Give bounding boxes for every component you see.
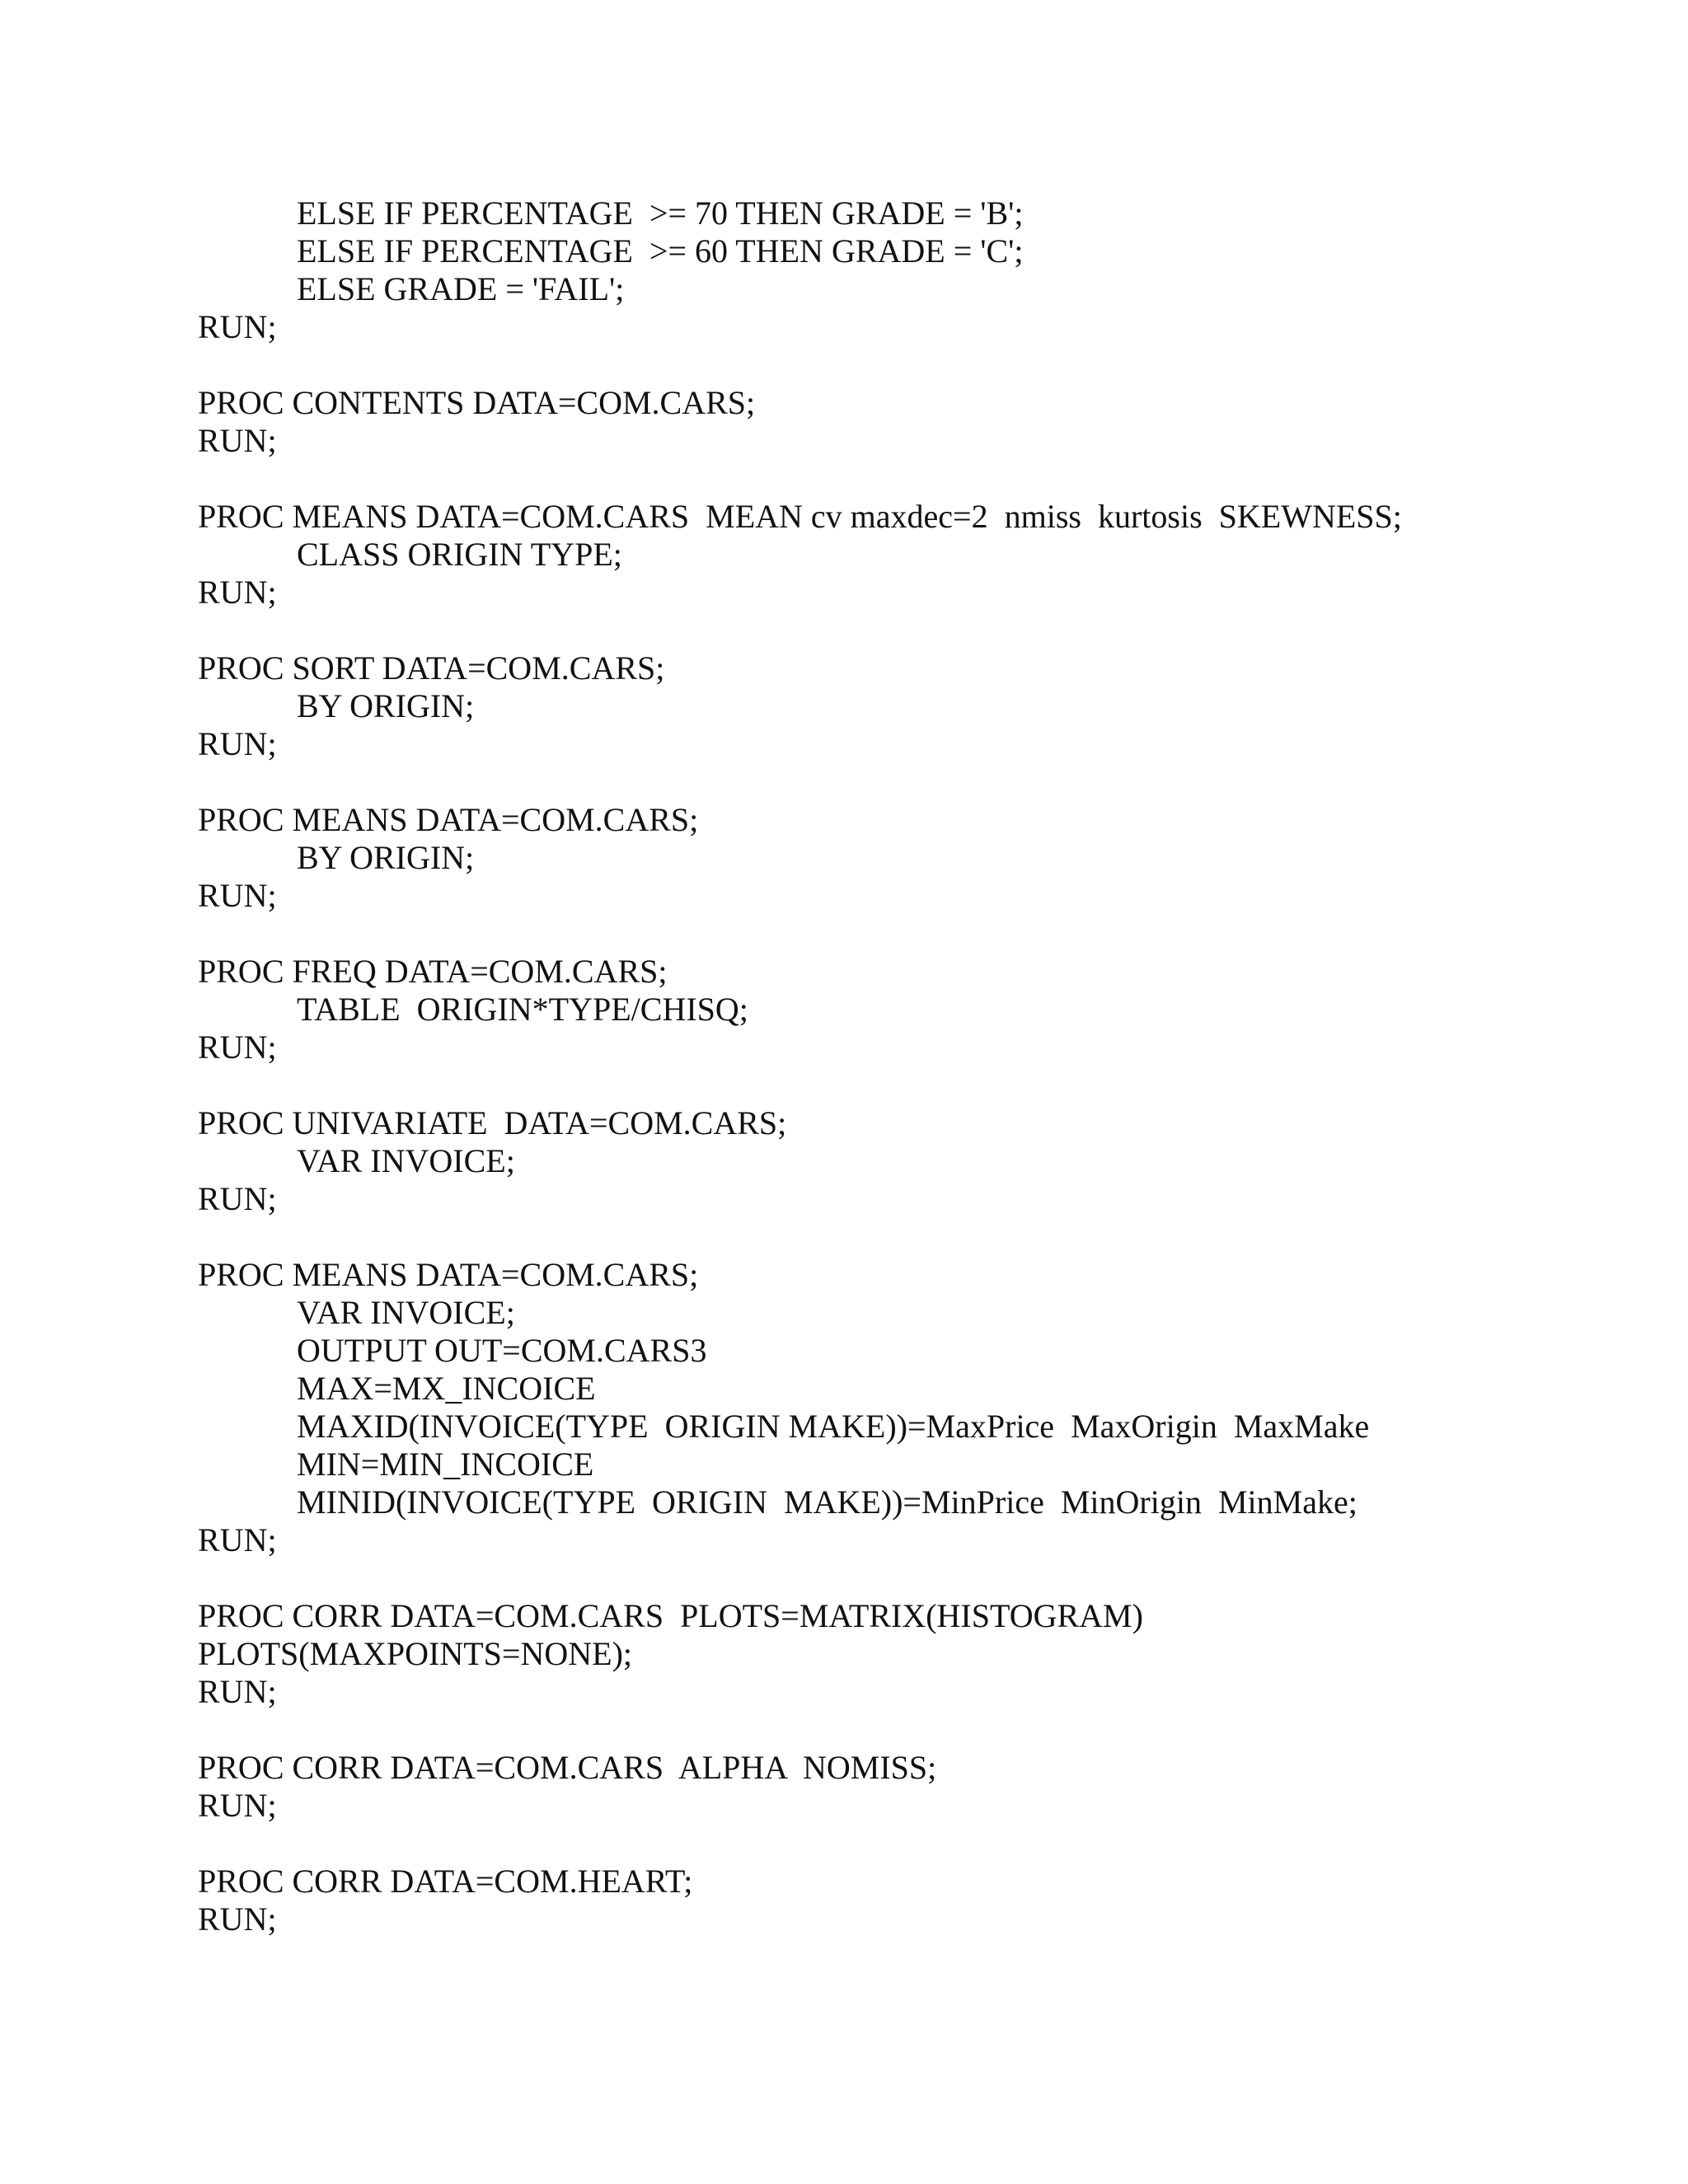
code-line: RUN; [198, 1521, 277, 1558]
code-line: RUN; [198, 308, 277, 345]
code-line: RUN; [198, 1029, 277, 1066]
code-line: VAR INVOICE; [297, 1294, 515, 1331]
code-line: MAX=MX_INCOICE [297, 1370, 596, 1407]
code-line: TABLE ORIGIN*TYPE/CHISQ; [297, 991, 748, 1028]
code-line: RUN; [198, 1787, 277, 1824]
code-line: PROC MEANS DATA=COM.CARS; [198, 801, 699, 838]
code-line: CLASS ORIGIN TYPE; [297, 536, 622, 573]
code-line: PROC SORT DATA=COM.CARS; [198, 649, 665, 687]
code-line: BY ORIGIN; [297, 687, 475, 724]
code-line: PROC MEANS DATA=COM.CARS; [198, 1256, 699, 1293]
code-line: PROC MEANS DATA=COM.CARS MEAN cv maxdec=2 nmiss kurtosis SKEWNESS; [198, 498, 1402, 535]
code-line: RUN; [198, 1180, 277, 1217]
code-line: PROC CORR DATA=COM.HEART; [198, 1863, 693, 1900]
code-line: RUN; [198, 725, 277, 762]
code-line: RUN; [198, 1900, 277, 1938]
code-line: MIN=MIN_INCOICE [297, 1446, 594, 1483]
code-line: OUTPUT OUT=COM.CARS3 [297, 1332, 707, 1369]
code-line: ELSE IF PERCENTAGE >= 70 THEN GRADE = 'B'; [297, 194, 1024, 232]
code-line: PROC CONTENTS DATA=COM.CARS; [198, 384, 756, 421]
code-line: MAXID(INVOICE(TYPE ORIGIN MAKE))=MaxPrice MaxOrigin MaxMake [297, 1408, 1370, 1445]
code-line: RUN; [198, 877, 277, 914]
code-line: ELSE GRADE = 'FAIL'; [297, 270, 625, 307]
code-line: MINID(INVOICE(TYPE ORIGIN MAKE))=MinPrice MinOrigin MinMake; [297, 1483, 1357, 1521]
code-line: RUN; [198, 422, 277, 459]
code-line: PLOTS(MAXPOINTS=NONE); [198, 1635, 633, 1672]
code-line: BY ORIGIN; [297, 839, 475, 876]
code-line: PROC FREQ DATA=COM.CARS; [198, 953, 668, 990]
code-line: VAR INVOICE; [297, 1142, 515, 1179]
code-line: PROC CORR DATA=COM.CARS PLOTS=MATRIX(HISTOGRAM) [198, 1597, 1143, 1634]
code-line: PROC CORR DATA=COM.CARS ALPHA NOMISS; [198, 1749, 937, 1786]
code-line: RUN; [198, 1673, 277, 1710]
code-line: RUN; [198, 574, 277, 611]
code-line: PROC UNIVARIATE DATA=COM.CARS; [198, 1104, 787, 1141]
code-line: ELSE IF PERCENTAGE >= 60 THEN GRADE = 'C'; [297, 232, 1024, 269]
